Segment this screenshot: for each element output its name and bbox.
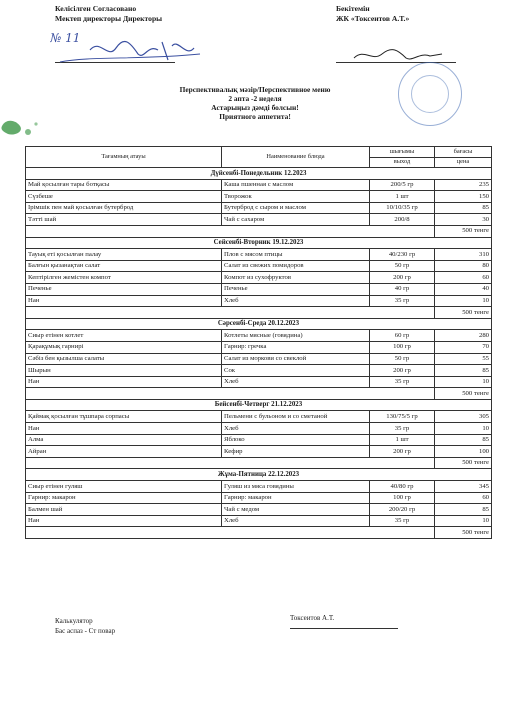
dish-name-kz: Гарнир: макарон xyxy=(26,492,222,504)
dish-name-kz: Кептірілген жемістен компот xyxy=(26,272,222,284)
dish-name-kz: Сиыр етінен котлет xyxy=(26,330,222,342)
column-header-yield-kz: шығымы xyxy=(370,147,435,158)
dish-name-kz: Шырын xyxy=(26,365,222,377)
total-blank xyxy=(26,225,435,237)
table-row xyxy=(26,365,492,377)
dish-yield: 60 гр xyxy=(370,330,435,342)
dish-price: 85 xyxy=(435,504,492,516)
day-total: 500 тенге xyxy=(435,225,492,237)
dish-name-ru: Гуляш из мяса говядины xyxy=(222,481,370,493)
day-total: 500 тенге xyxy=(435,388,492,400)
dish-yield: 40/230 гр xyxy=(370,249,435,261)
dish-name-ru: Творожок xyxy=(222,191,370,203)
dish-name-kz: Нан xyxy=(26,295,222,307)
day-total-row xyxy=(26,527,492,539)
dish-name-ru: Пельмени с бульоном и со сметаной xyxy=(222,411,370,423)
table-row xyxy=(26,423,492,435)
day-header-row xyxy=(26,318,492,330)
day-total: 500 тенге xyxy=(435,307,492,319)
dish-yield: 35 гр xyxy=(370,515,435,527)
table-row xyxy=(26,341,492,353)
menu-table-body xyxy=(26,168,492,539)
dish-price: 85 xyxy=(435,365,492,377)
day-total-row xyxy=(26,307,492,319)
day-title: Бейсенбі-Четверг 21.12.2023 xyxy=(26,399,492,411)
column-header-price-kz: бағасы xyxy=(435,147,492,158)
dish-yield: 200/8 xyxy=(370,214,435,226)
table-row xyxy=(26,481,492,493)
dish-yield: 40/80 гр xyxy=(370,481,435,493)
day-header-row xyxy=(26,469,492,481)
dish-yield: 100 гр xyxy=(370,492,435,504)
table-row xyxy=(26,295,492,307)
approval-title: Келісілген Согласовано xyxy=(55,4,137,13)
dish-price: 345 xyxy=(435,481,492,493)
day-total-row xyxy=(26,225,492,237)
greeting-ru: Приятного аппетита! xyxy=(219,112,291,121)
dish-price: 305 xyxy=(435,411,492,423)
day-title: Дүйсенбі-Понедельник 12.2023 xyxy=(26,168,492,180)
day-title: Жұма-Пятница 22.12.2023 xyxy=(26,469,492,481)
dish-name-kz: Ірімшік пен май қосылған бутерброд xyxy=(26,202,222,214)
menu-title: Перспективалық мәзір/Перспективное меню xyxy=(179,85,331,94)
dish-name-kz: Май қосылған тары ботқасы xyxy=(26,179,222,191)
day-total-row xyxy=(26,457,492,469)
dish-name-kz: Нан xyxy=(26,376,222,388)
approve-title: Бекітемін xyxy=(336,4,370,13)
dish-name-ru: Бутерброд с сыром и маслом xyxy=(222,202,370,214)
day-total-row xyxy=(26,388,492,400)
dish-yield: 40 гр xyxy=(370,283,435,295)
dish-price: 10 xyxy=(435,295,492,307)
footer-chef: Бас аспаз - Ст повар xyxy=(55,627,116,635)
table-row xyxy=(26,504,492,516)
dish-price: 70 xyxy=(435,341,492,353)
table-row xyxy=(26,434,492,446)
dish-name-kz: Алма xyxy=(26,434,222,446)
day-header-row xyxy=(26,237,492,249)
greeting-kz: Астарыңыз дәмді болсын! xyxy=(211,103,299,112)
dish-name-kz: Нан xyxy=(26,515,222,527)
dish-name-kz: Сиыр етінен гуляш xyxy=(26,481,222,493)
dish-yield: 200 гр xyxy=(370,365,435,377)
approve-block xyxy=(336,4,409,24)
dish-name-kz: Тауық еті қосылған палау xyxy=(26,249,222,261)
total-blank xyxy=(26,307,435,319)
dish-name-ru: Плов с мясом птицы xyxy=(222,249,370,261)
dish-yield: 35 гр xyxy=(370,295,435,307)
dish-price: 100 xyxy=(435,446,492,458)
dish-price: 60 xyxy=(435,272,492,284)
dish-name-ru: Салат из свежих помидоров xyxy=(222,260,370,272)
footer-right xyxy=(290,613,334,623)
table-row xyxy=(26,214,492,226)
menu-titles xyxy=(100,85,410,121)
table-row xyxy=(26,492,492,504)
dish-price: 30 xyxy=(435,214,492,226)
total-blank xyxy=(26,388,435,400)
dish-name-ru: Чай с медом xyxy=(222,504,370,516)
dish-name-ru: Хлеб xyxy=(222,515,370,527)
dish-yield: 200/20 гр xyxy=(370,504,435,516)
day-total: 500 тенге xyxy=(435,527,492,539)
footer-name: Токсеитов А.Т. xyxy=(290,614,335,622)
approval-position: Мектеп дирeктopы Директоры xyxy=(55,14,163,23)
dish-yield: 50 гр xyxy=(370,353,435,365)
dish-name-kz: Сүзбеше xyxy=(26,191,222,203)
dish-name-ru: Компот из сухофруктов xyxy=(222,272,370,284)
column-header-ru-name: Наименование блюда xyxy=(222,147,370,168)
green-stain xyxy=(0,112,44,142)
dish-price: 80 xyxy=(435,260,492,272)
dish-name-ru: Гарнир: макарон xyxy=(222,492,370,504)
dish-name-ru: Сок xyxy=(222,365,370,377)
dish-name-kz: Сәбіз бен қызылша салаты xyxy=(26,353,222,365)
dish-price: 40 xyxy=(435,283,492,295)
column-header-yield-ru: выход xyxy=(370,157,435,168)
dish-name-ru: Чай с сахаром xyxy=(222,214,370,226)
dish-name-ru: Хлеб xyxy=(222,376,370,388)
footer-signature-line xyxy=(290,628,398,629)
dish-price: 55 xyxy=(435,353,492,365)
dish-name-kz: Балмен шай xyxy=(26,504,222,516)
table-row xyxy=(26,249,492,261)
total-blank xyxy=(26,527,435,539)
dish-yield: 130/75/5 гр xyxy=(370,411,435,423)
table-row xyxy=(26,515,492,527)
dish-name-kz: Печенье xyxy=(26,283,222,295)
day-header-row xyxy=(26,399,492,411)
dish-name-ru: Яблоко xyxy=(222,434,370,446)
approve-entity: ЖК «Токсеитов А.Т.» xyxy=(336,14,410,23)
dish-price: 150 xyxy=(435,191,492,203)
dish-name-ru: Котлеты мясные (говядина) xyxy=(222,330,370,342)
footer-calculator: Калькулятор xyxy=(55,617,93,625)
dish-price: 235 xyxy=(435,179,492,191)
table-row xyxy=(26,330,492,342)
handwritten-number: № 11 xyxy=(50,31,81,45)
footer-left xyxy=(55,616,115,636)
table-row xyxy=(26,411,492,423)
dish-price: 85 xyxy=(435,202,492,214)
dish-name-kz: Айран xyxy=(26,446,222,458)
dish-price: 10 xyxy=(435,515,492,527)
menu-table xyxy=(25,146,492,539)
table-row xyxy=(26,272,492,284)
dish-yield: 10/10/35 гр xyxy=(370,202,435,214)
table-row xyxy=(26,376,492,388)
menu-week: 2 апта -2 неделя xyxy=(228,94,282,103)
dish-name-ru: Хлеб xyxy=(222,423,370,435)
dish-yield: 35 гр xyxy=(370,423,435,435)
dish-name-kz: Қарақұмық гарнирі xyxy=(26,341,222,353)
day-title: Сәрсенбі-Среда 20.12.2023 xyxy=(26,318,492,330)
dish-name-ru: Кефир xyxy=(222,446,370,458)
dish-name-ru: Печенье xyxy=(222,283,370,295)
dish-yield: 200 гр xyxy=(370,446,435,458)
table-row xyxy=(26,191,492,203)
total-blank xyxy=(26,457,435,469)
dish-price: 10 xyxy=(435,423,492,435)
table-row xyxy=(26,202,492,214)
table-row xyxy=(26,260,492,272)
table-row xyxy=(26,353,492,365)
dish-price: 310 xyxy=(435,249,492,261)
dish-yield: 100 гр xyxy=(370,341,435,353)
dish-name-kz: Тәтті шай xyxy=(26,214,222,226)
dish-name-kz: Балғын қызанақтан салат xyxy=(26,260,222,272)
column-header-price-ru: цена xyxy=(435,157,492,168)
table-row xyxy=(26,179,492,191)
dish-price: 10 xyxy=(435,376,492,388)
dish-price: 280 xyxy=(435,330,492,342)
dish-name-kz: Қаймақ қосылған тұшпара сорпасы xyxy=(26,411,222,423)
approval-signature-image xyxy=(50,20,210,68)
dish-yield: 200/5 гр xyxy=(370,179,435,191)
dish-yield: 1 шт xyxy=(370,434,435,446)
day-header-row xyxy=(26,168,492,180)
dish-yield: 50 гр xyxy=(370,260,435,272)
table-row xyxy=(26,446,492,458)
day-title: Сейсенбі-Вторник 19.12.2023 xyxy=(26,237,492,249)
dish-name-ru: Салат из моркови со свеклой xyxy=(222,353,370,365)
dish-name-ru: Хлеб xyxy=(222,295,370,307)
table-row xyxy=(26,283,492,295)
dish-yield: 200 гр xyxy=(370,272,435,284)
dish-price: 60 xyxy=(435,492,492,504)
dish-name-kz: Нан xyxy=(26,423,222,435)
dish-price: 85 xyxy=(435,434,492,446)
dish-yield: 35 гр xyxy=(370,376,435,388)
dish-yield: 1 шт xyxy=(370,191,435,203)
day-total: 500 тенге xyxy=(435,457,492,469)
column-header-kz-name: Тағамның атауы xyxy=(26,147,222,168)
dish-name-ru: Гарнир: гречка xyxy=(222,341,370,353)
dish-name-ru: Каша пшенная с маслом xyxy=(222,179,370,191)
